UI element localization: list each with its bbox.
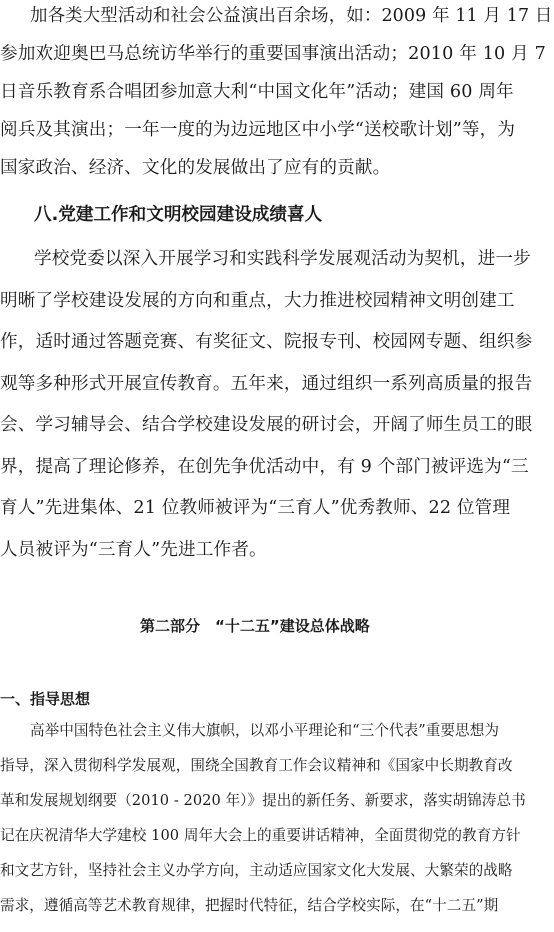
paragraph-line: 阅兵及其演出；一年一度的为边远地区中小学“送校歌计划”等，为 xyxy=(0,120,516,140)
paragraph-line: 界，提高了理论修养，在创先争优活动中，有 9 个部门被评选为“三 xyxy=(0,457,529,477)
paragraph-line: 国家政治、经济、文化的发展做出了应有的贡献。 xyxy=(0,158,391,178)
paragraph-line: 记在庆祝清华大学建校 100 周年大会上的重要讲话精神，全面贯彻党的教育方针 xyxy=(0,827,521,844)
paragraph-line: 人员被评为“三育人”先进工作者。 xyxy=(0,540,267,560)
paragraph-line: 需求，遵循高等艺术教育规律，把握时代特征，结合学校实际，在“十二五”期 xyxy=(0,897,499,914)
paragraph-line: 指导，深入贯彻科学发展观，围绕全国教育工作会议精神和《国家中长期教育改 xyxy=(0,757,513,774)
paragraph-line: 育人”先进集体、21 位教师被评为“三育人”优秀教师、22 位管理 xyxy=(0,498,511,518)
paragraph-line: 革和发展规划纲要（2010 - 2020 年）》提出的新任务、新要求，落实胡锦涛总书 xyxy=(0,792,526,809)
part-heading: 第二部分 “十二五”建设总体战略 xyxy=(140,617,370,635)
section-heading: 八.党建工作和文明校园建设成绩喜人 xyxy=(34,205,323,225)
paragraph-line: 日音乐教育系合唱团参加意大利“中国文化年”活动；建国 60 周年 xyxy=(0,82,514,102)
subsection-heading: 一、指导思想 xyxy=(0,690,91,708)
paragraph-line: 参加欢迎奥巴马总统访华举行的重要国事演出活动；2010 年 10 月 7 xyxy=(0,44,546,64)
paragraph-line: 观等多种形式开展宣传教育。五年来，通过组织一系列高质量的报告 xyxy=(0,374,533,394)
paragraph-line: 加各类大型活动和社会公益演出百余场，如：2009 年 11 月 17 日 xyxy=(30,6,553,26)
paragraph-line: 和文艺方针，坚持社会主义办学方向，主动适应国家文化大发展、大繁荣的战略 xyxy=(0,862,513,879)
paragraph-line: 会、学习辅导会、结合学校建设发展的研讨会，开阔了师生员工的眼 xyxy=(0,415,533,435)
paragraph-line: 学校党委以深入开展学习和实践科学发展观活动为契机，进一步 xyxy=(34,249,531,269)
paragraph-line: 作，适时通过答题竞赛、有奖征文、院报专刊、校园网专题、组织参 xyxy=(0,332,533,352)
paragraph-line: 高举中国特色社会主义伟大旗帜，以邓小平理论和“三个代表”重要思想为 xyxy=(30,722,499,739)
paragraph-line: 明晰了学校建设发展的方向和重点，大力推进校园精神文明创建工 xyxy=(0,291,515,311)
